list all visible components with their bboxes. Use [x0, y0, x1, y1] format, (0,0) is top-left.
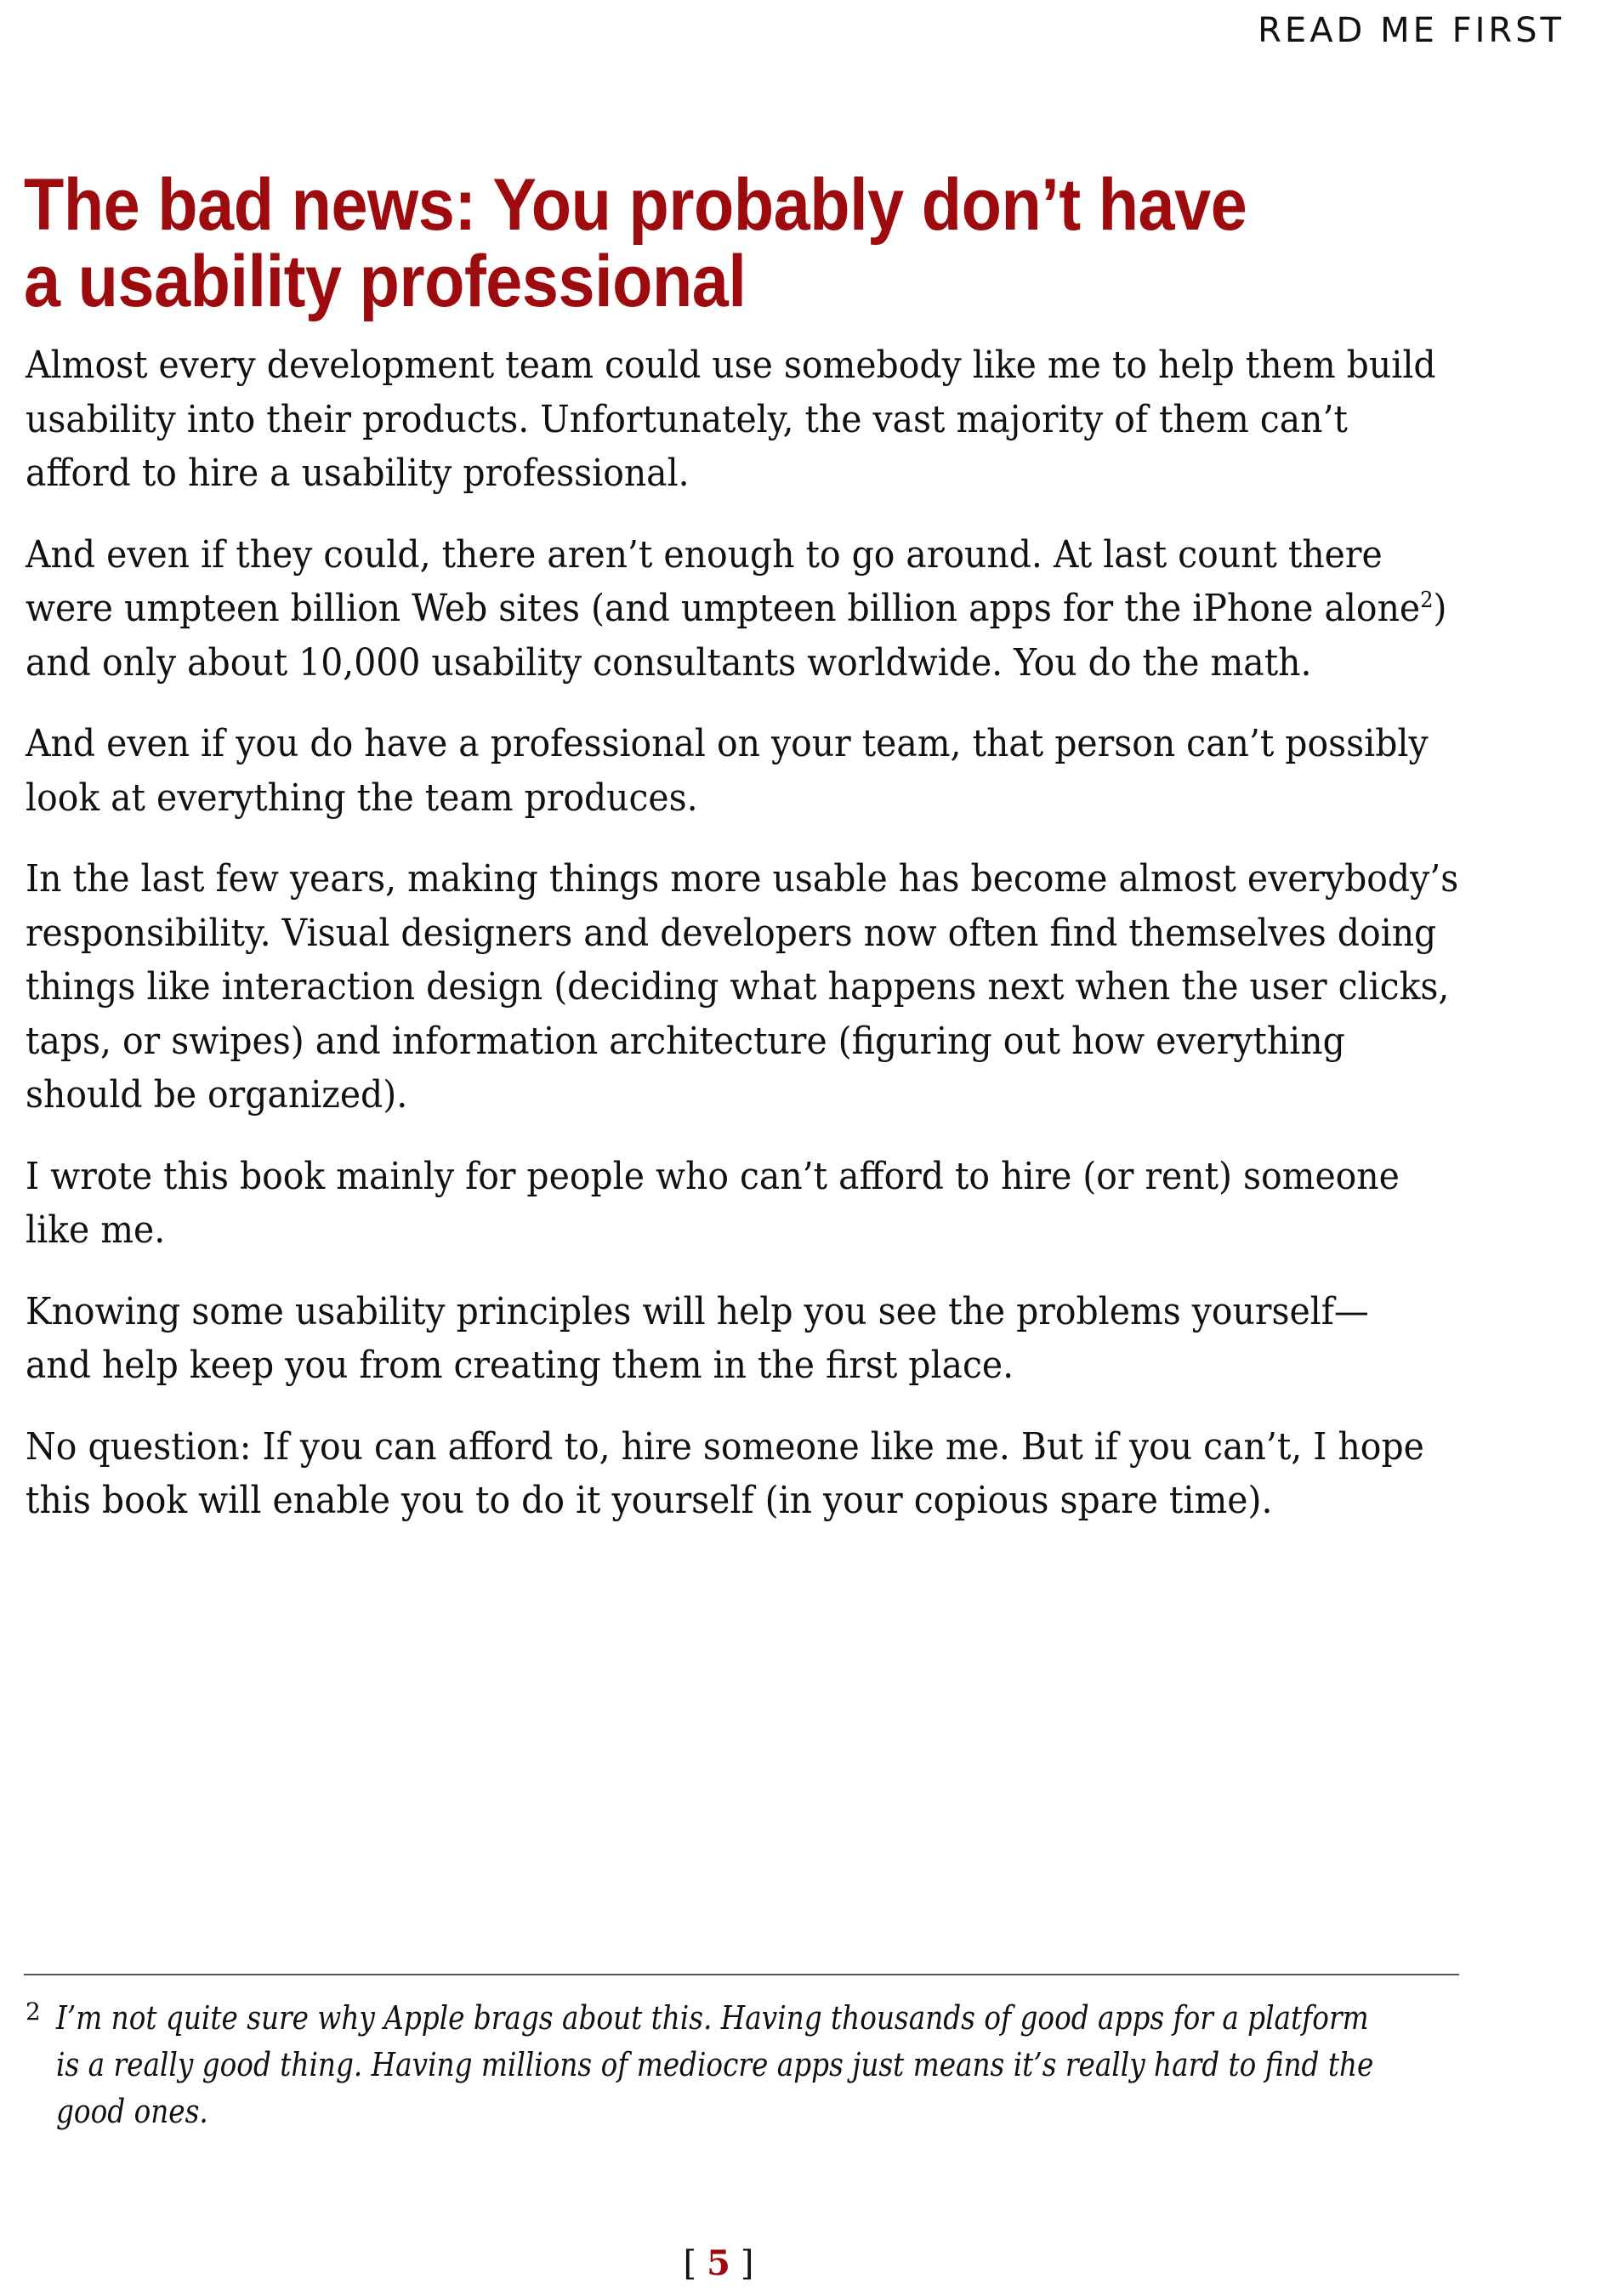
paragraph [26, 717, 1471, 825]
text-line: Almost every development team could use somebody like me to help them build [26, 344, 1436, 387]
page-number-bracket-open: [ [683, 2244, 697, 2283]
text-line: and help keep you from creating them in the first place. [26, 1344, 1014, 1387]
text-line: look at everything the team produces. [26, 776, 698, 820]
text-line: things like interaction design (deciding what happens next when the user clicks, [26, 965, 1450, 1009]
page-number-value: 5 [707, 2243, 730, 2283]
text-line [26, 582, 1447, 636]
section-heading [24, 164, 1325, 322]
text-line: I wrote this book mainly for people who can’t afford to hire (or rent) someone [26, 1154, 1400, 1198]
text-segment: were umpteen billion Web sites (and umpteen billion apps for the iPhone alone [26, 587, 1421, 630]
footnote-text [56, 1995, 1469, 2135]
text-line: And even if they could, there aren’t enough to go around. At last count there [26, 532, 1383, 577]
text-line: afford to hire a usability professional. [26, 452, 690, 495]
paragraph [26, 852, 1471, 1122]
paragraph [26, 1420, 1471, 1528]
footnote-marker: 2 [26, 1998, 41, 2026]
heading-line: The bad news: You probably don’t have [24, 164, 1247, 246]
text-line: like me. [26, 1208, 166, 1252]
running-head: READ ME FIRST [1258, 11, 1565, 50]
text-line: should be organized). [26, 1073, 408, 1117]
footnote-line: I’m not quite sure why Apple brags about this. Having thousands of good apps for a platform [56, 1999, 1369, 2037]
text-line: No question: If you can afford to, hire someone like me. But if you can’t, I hope [26, 1424, 1424, 1469]
text-line: this book will enable you to do it yourself (in your copious spare time). [26, 1479, 1273, 1522]
text-line: taps, or swipes) and information architecture (figuring out how everything [26, 1019, 1345, 1063]
text-line: responsibility. Visual designers and developers now often find themselves doing [26, 911, 1437, 955]
page-number [0, 2238, 1437, 2289]
footnote-line: good ones. [56, 2093, 208, 2130]
footnote-divider [24, 1974, 1459, 1975]
page-number-bracket-close: ] [740, 2244, 754, 2283]
text-line: usability into their products. Unfortunately, the vast majority of them can’t [26, 397, 1348, 441]
text-line: Knowing some usability principles will help you see the problems yourself— [26, 1289, 1369, 1333]
footnote-reference[interactable]: 2 [1420, 588, 1434, 613]
body-text [26, 338, 1471, 1555]
paragraph [26, 338, 1471, 501]
paragraph [26, 1150, 1471, 1258]
text-line: and only about 10,000 usability consultants worldwide. You do the math. [26, 640, 1312, 685]
text-segment: ) [1433, 587, 1447, 630]
footnote-line: is a really good thing. Having millions of mediocre apps just means it’s really hard to find the [56, 2046, 1374, 2083]
heading-line: a usability professional [24, 241, 747, 322]
text-line: In the last few years, making things more usable has become almost everybody’s [26, 857, 1459, 901]
paragraph [26, 1285, 1471, 1393]
text-line: And even if you do have a professional on your team, that person can’t possibly [26, 722, 1429, 765]
footnote [24, 1995, 1469, 2135]
paragraph [26, 528, 1471, 691]
